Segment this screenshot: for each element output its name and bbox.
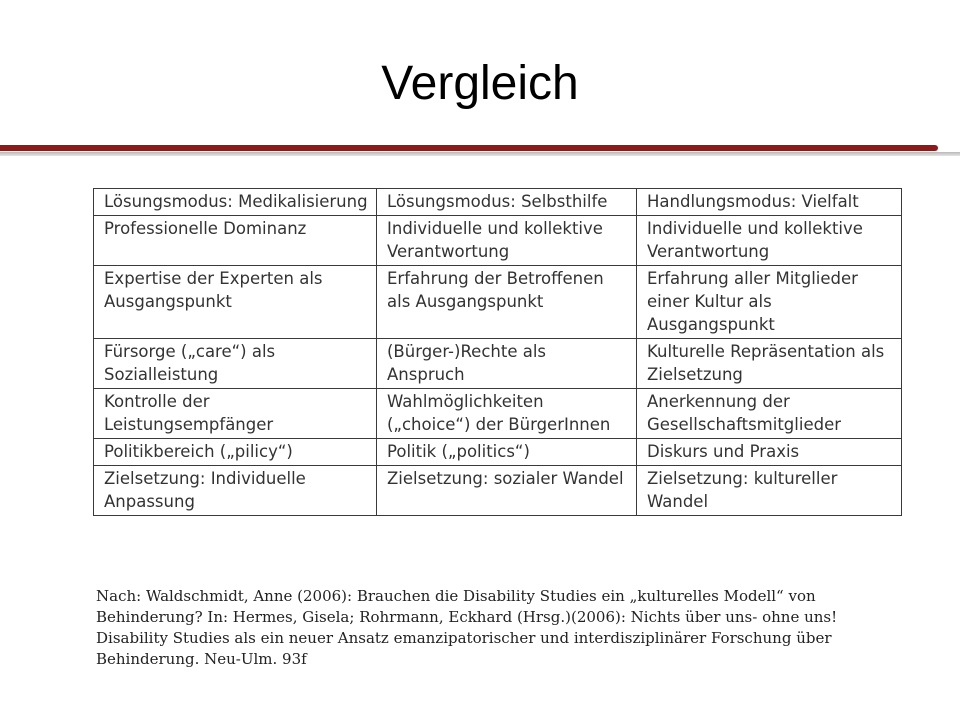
table-row <box>94 389 902 439</box>
table-cell: Handlungsmodus: Vielfalt <box>637 189 902 216</box>
table-cell: Lösungsmodus: Medikalisierung <box>94 189 377 216</box>
table-row <box>94 216 902 266</box>
title-divider <box>0 145 938 151</box>
table-row <box>94 189 902 216</box>
table-cell: Zielsetzung: sozialer Wandel <box>377 466 637 516</box>
citation-line: Behinderung? In: Hermes, Gisela; Rohrmann, Eckhard (Hrsg.)(2006): Nichts über uns- ohne uns! <box>96 608 838 626</box>
source-citation <box>96 586 896 670</box>
table-row <box>94 266 902 339</box>
table-cell: Expertise der Experten als Ausgangspunkt <box>94 266 377 339</box>
citation-line: Disability Studies als ein neuer Ansatz emanzipatorischer und interdisziplinärer Forschung über <box>96 629 832 647</box>
table-cell: Kontrolle der Leistungsempfänger <box>94 389 377 439</box>
table-cell: Lösungsmodus: Selbsthilfe <box>377 189 637 216</box>
table-cell: Politikbereich („pilicy“) <box>94 439 377 466</box>
table-cell: Anerkennung der Gesellschaftsmitglieder <box>637 389 902 439</box>
title-divider-shadow <box>0 152 960 156</box>
table-row <box>94 439 902 466</box>
comparison-table-container <box>93 188 901 516</box>
table-cell: Politik („politics“) <box>377 439 637 466</box>
table-cell: Zielsetzung: Individuelle Anpassung <box>94 466 377 516</box>
comparison-table <box>93 188 902 516</box>
table-cell: Erfahrung der Betroffenen als Ausgangspunkt <box>377 266 637 339</box>
table-cell: Professionelle Dominanz <box>94 216 377 266</box>
citation-line: Nach: Waldschmidt, Anne (2006): Brauchen die Disability Studies ein „kulturelles Modell“ von <box>96 587 816 605</box>
citation-line: Behinderung. Neu-Ulm. 93f <box>96 650 307 668</box>
table-row <box>94 466 902 516</box>
table-cell: (Bürger-)Rechte als Anspruch <box>377 339 637 389</box>
table-cell: Diskurs und Praxis <box>637 439 902 466</box>
table-cell: Erfahrung aller Mitglieder einer Kultur als Ausgangspunkt <box>637 266 902 339</box>
table-cell: Fürsorge („care“) als Sozialleistung <box>94 339 377 389</box>
slide-title: Vergleich <box>381 57 579 110</box>
table-cell: Kulturelle Repräsentation als Zielsetzung <box>637 339 902 389</box>
table-row <box>94 339 902 389</box>
table-cell: Zielsetzung: kultureller Wandel <box>637 466 902 516</box>
table-cell: Individuelle und kollektive Verantwortung <box>377 216 637 266</box>
table-cell: Individuelle und kollektive Verantwortung <box>637 216 902 266</box>
table-cell: Wahlmöglichkeiten („choice“) der BürgerInnen <box>377 389 637 439</box>
